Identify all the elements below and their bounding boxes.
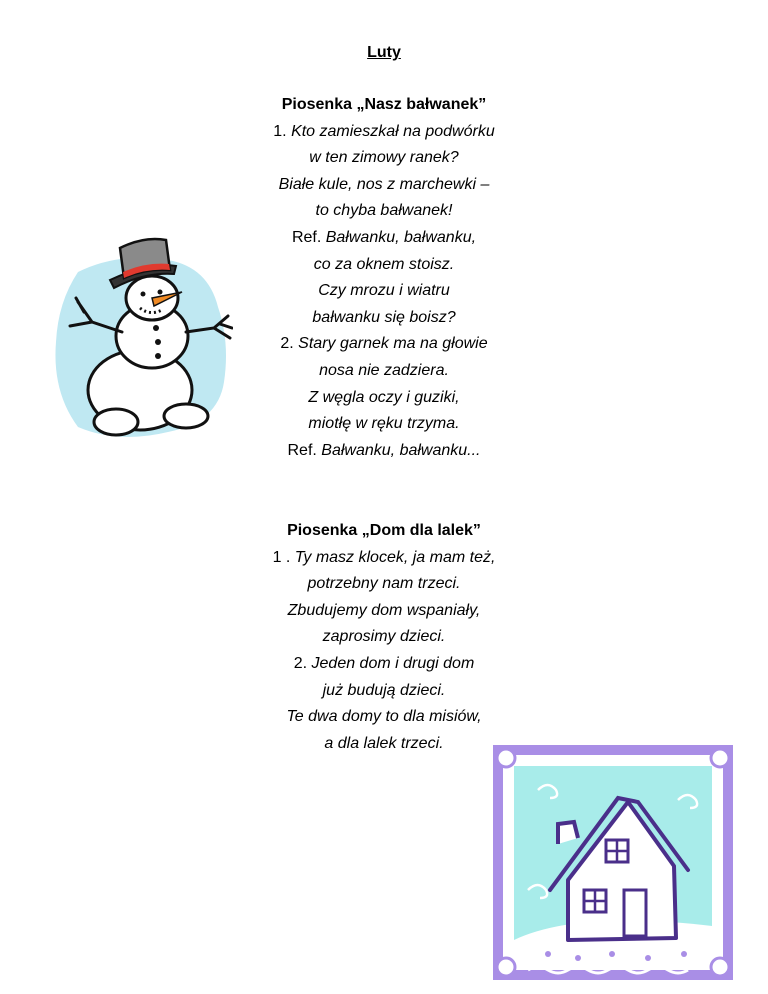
lyric-text: Zbudujemy dom wspaniały, — [287, 601, 481, 619]
snowball-left — [94, 409, 138, 435]
song-title: Piosenka „Nasz bałwanek” — [281, 96, 487, 113]
lyric-line — [234, 438, 534, 465]
lyric-line — [234, 278, 534, 305]
verse-marker: 1 . — [272, 548, 295, 566]
song-dom-dla-lalek — [234, 518, 534, 757]
lyric-text: a dla lalek trzeci. — [324, 734, 444, 752]
lyric-text: nosa nie zadziera. — [319, 361, 449, 379]
door-icon — [624, 890, 646, 936]
snowman-illustration — [48, 232, 233, 442]
lyric-text: Jeden dom i drugi dom — [311, 654, 475, 672]
page-title: Luty — [367, 44, 401, 61]
lyric-text: Bałwanku, bałwanku, — [325, 228, 477, 246]
lyric-line — [234, 225, 534, 252]
song-lyrics — [234, 119, 534, 465]
button-icon — [153, 325, 159, 331]
lyric-line — [234, 598, 534, 625]
snow-dot — [609, 951, 615, 957]
lyric-line — [234, 358, 534, 385]
lyric-text: w ten zimowy ranek? — [309, 149, 459, 167]
song-lyrics — [234, 545, 534, 758]
lyric-line — [234, 571, 534, 598]
snowball-right — [164, 404, 208, 428]
song-title: Piosenka „Dom dla lalek” — [287, 522, 481, 539]
lyric-text: Czy mrozu i wiatru — [318, 282, 450, 300]
lyric-text: zaprosimy dzieci. — [322, 628, 446, 646]
snow-dot — [681, 951, 687, 957]
eye-icon — [141, 292, 146, 297]
button-icon — [155, 353, 161, 359]
lyric-text: Bałwanku, bałwanku... — [321, 441, 481, 459]
lyric-line — [234, 198, 534, 225]
lyric-text: Ty masz klocek, ja mam też, — [294, 548, 496, 566]
corner-swirl-icon — [497, 958, 515, 976]
lyric-text: miotłę w ręku trzyma. — [308, 415, 460, 433]
lyric-text: Te dwa domy to dla misiów, — [286, 708, 482, 726]
lyric-text: potrzebny nam trzeci. — [307, 575, 461, 593]
snow-dot — [645, 955, 651, 961]
eye-icon — [158, 290, 163, 295]
lyric-line — [234, 624, 534, 651]
corner-swirl-icon — [497, 749, 515, 767]
lyric-line — [234, 252, 534, 279]
lyric-line — [234, 305, 534, 332]
corner-swirl-icon — [711, 749, 729, 767]
lyric-line — [234, 331, 534, 358]
lyric-line — [234, 385, 534, 412]
lyric-text: bałwanku się boisz? — [312, 308, 456, 326]
verse-marker: 2. — [293, 654, 312, 672]
lyric-line — [234, 704, 534, 731]
lyric-line — [234, 545, 534, 572]
lyric-line — [234, 119, 534, 146]
verse-marker: Ref. — [287, 441, 322, 459]
corner-swirl-icon — [711, 958, 729, 976]
verse-marker: 2. — [280, 335, 299, 353]
lyric-text: Białe kule, nos z marchewki – — [278, 175, 490, 193]
lyric-text: Kto zamieszkał na podwórku — [291, 122, 495, 140]
verse-marker: 1. — [273, 122, 292, 140]
lyric-line — [234, 411, 534, 438]
snow-dot — [575, 955, 581, 961]
lyric-text: co za oknem stoisz. — [313, 255, 455, 273]
house-illustration — [488, 740, 738, 985]
lyric-text: Stary garnek ma na głowie — [298, 335, 488, 353]
song-nasz-balwanek — [234, 92, 534, 464]
lyric-line — [234, 145, 534, 172]
lyric-text: Z węgla oczy i guziki, — [308, 388, 460, 406]
lyric-line — [234, 172, 534, 199]
verse-marker: Ref. — [291, 228, 326, 246]
lyric-text: to chyba bałwanek! — [315, 202, 453, 220]
lyric-text: już budują dzieci. — [322, 681, 446, 699]
lyric-line — [234, 651, 534, 678]
lyric-line — [234, 678, 534, 705]
button-icon — [155, 339, 161, 345]
snow-dot — [545, 951, 551, 957]
